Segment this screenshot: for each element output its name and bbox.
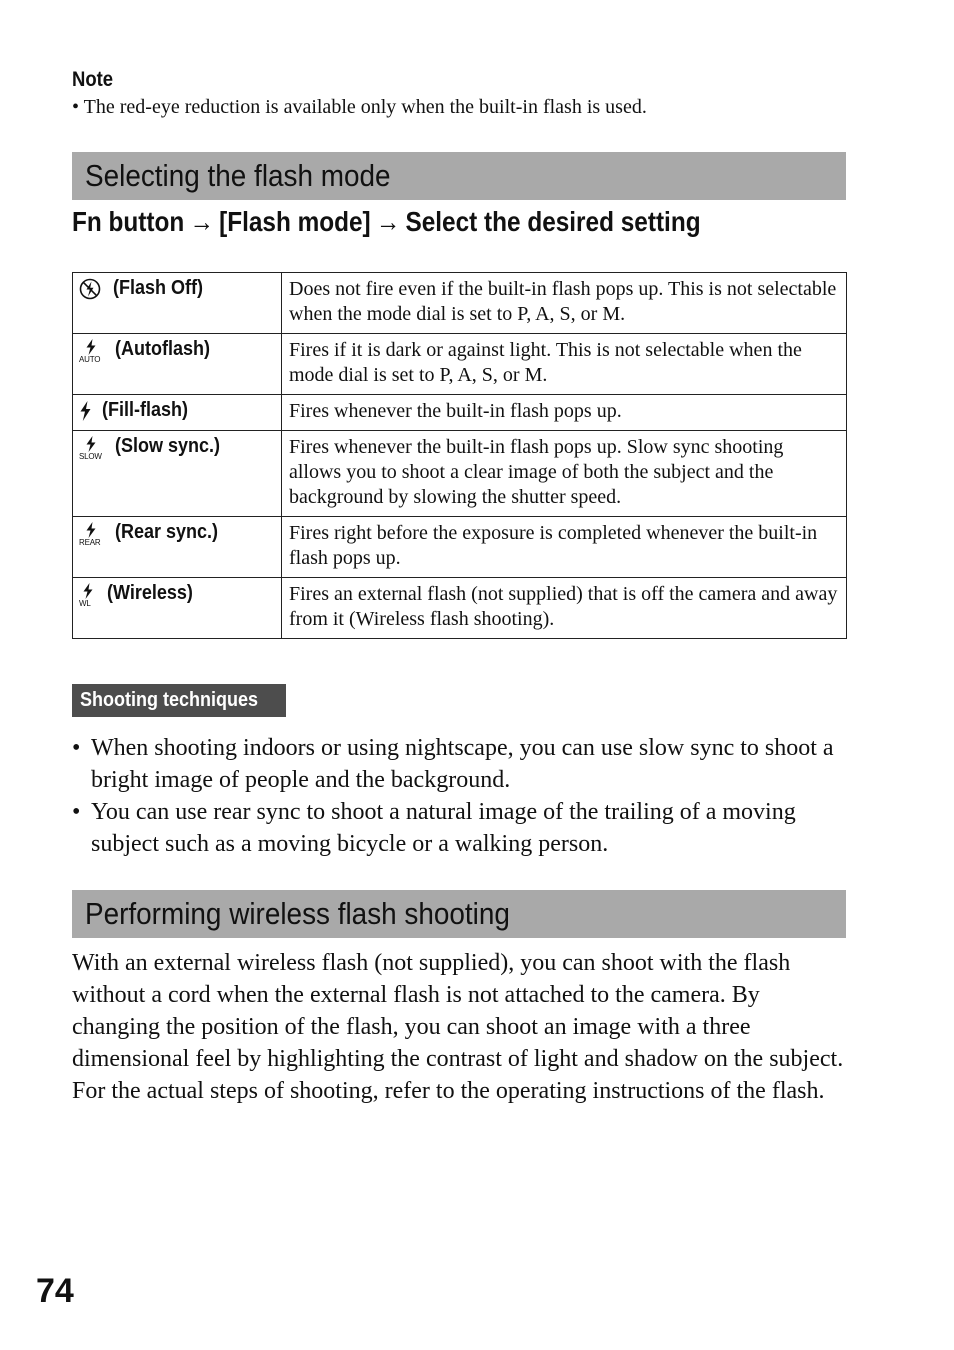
mode-cell xyxy=(73,334,282,395)
mode-description: Fires whenever the built-in flash pops up. xyxy=(282,395,847,431)
mode-icon-sub: AUTO xyxy=(79,355,101,364)
table-row xyxy=(73,517,847,578)
note-title: Note xyxy=(72,68,114,91)
shooting-techniques-badge xyxy=(72,684,286,717)
arrow-icon: → xyxy=(189,206,214,237)
table-row xyxy=(73,395,847,431)
mode-label: (Rear sync.) xyxy=(114,521,218,543)
mode-cell xyxy=(73,395,282,431)
arrow-icon: → xyxy=(375,206,401,237)
table-row xyxy=(73,431,847,517)
bullet: • xyxy=(72,799,81,825)
note-text-line xyxy=(72,96,647,119)
path-menu-item: [Flash mode] xyxy=(219,206,371,237)
section-heading-flash-mode xyxy=(72,152,846,200)
path-fn-button: Fn button xyxy=(72,206,185,237)
paragraph: With an external wireless flash (not supplied), you can shoot with the flash without a cord when the external flash is not attached to the camera. By changing the position of the flash, you can shoot an image with a three dimensional feel by highlighting the contrast of light and shadow on the subject. xyxy=(72,950,844,1072)
wireless-body xyxy=(72,947,852,1107)
mode-label: (Fill-flash) xyxy=(101,399,188,421)
mode-label: (Flash Off) xyxy=(112,277,203,299)
mode-description: Fires whenever the built-in flash pops up. Slow sync shooting allows you to shoot a clear image of both the subject and the background by slowing the shutter speed. xyxy=(282,431,847,517)
mode-label: (Autoflash) xyxy=(114,338,210,360)
mode-icon-sub: SLOW xyxy=(79,452,102,461)
paragraph: For the actual steps of shooting, refer to the operating instructions of the flash. xyxy=(72,1078,825,1104)
mode-icon-sub: REAR xyxy=(79,538,101,547)
page-number: 74 xyxy=(36,1272,74,1310)
bullet: • xyxy=(72,735,81,761)
list-item xyxy=(72,732,852,796)
flash-mode-table xyxy=(72,272,847,639)
section-heading-text: Selecting the flash mode xyxy=(85,158,391,193)
list-item-text: When shooting indoors or using nightscape, you can use slow sync to shoot a bright image of people and the background. xyxy=(91,735,834,793)
list-item-text: You can use rear sync to shoot a natural image of the trailing of a moving subject such as a moving bicycle or a walking person. xyxy=(91,799,796,857)
mode-label: (Slow sync.) xyxy=(114,435,220,457)
mode-cell xyxy=(73,431,282,517)
flash-off-icon xyxy=(79,277,101,301)
path-select: Select the desired setting xyxy=(405,206,701,237)
autoflash-icon xyxy=(79,338,103,364)
list-item xyxy=(72,796,852,860)
wireless-flash-icon xyxy=(79,582,95,608)
menu-path xyxy=(72,206,701,238)
fill-flash-icon xyxy=(79,399,92,422)
table-row xyxy=(73,334,847,395)
rear-sync-icon xyxy=(79,521,103,547)
techniques-list xyxy=(72,732,852,860)
slow-sync-icon xyxy=(79,435,103,461)
section-heading-text: Performing wireless flash shooting xyxy=(85,896,510,931)
mode-icon-sub: WL xyxy=(79,599,91,608)
mode-description: Fires right before the exposure is completed whenever the built-in flash pops up. xyxy=(282,517,847,578)
mode-label: (Wireless) xyxy=(106,582,193,604)
note-text: The red-eye reduction is available only when the built-in flash is used. xyxy=(83,96,647,118)
table-row xyxy=(73,273,847,334)
mode-cell xyxy=(73,578,282,639)
mode-description: Fires if it is dark or against light. This is not selectable when the mode dial is set to P, A, S, or M. xyxy=(282,334,847,395)
badge-text: Shooting techniques xyxy=(80,689,259,711)
note-bullet: • xyxy=(72,96,80,118)
table-row xyxy=(73,578,847,639)
section-heading-wireless xyxy=(72,890,846,938)
mode-cell xyxy=(73,273,282,334)
mode-description: Does not fire even if the built-in flash pops up. This is not selectable when the mode dial is set to P, A, S, or M. xyxy=(282,273,847,334)
mode-description: Fires an external flash (not supplied) that is off the camera and away from it (Wireless flash shooting). xyxy=(282,578,847,639)
mode-cell xyxy=(73,517,282,578)
